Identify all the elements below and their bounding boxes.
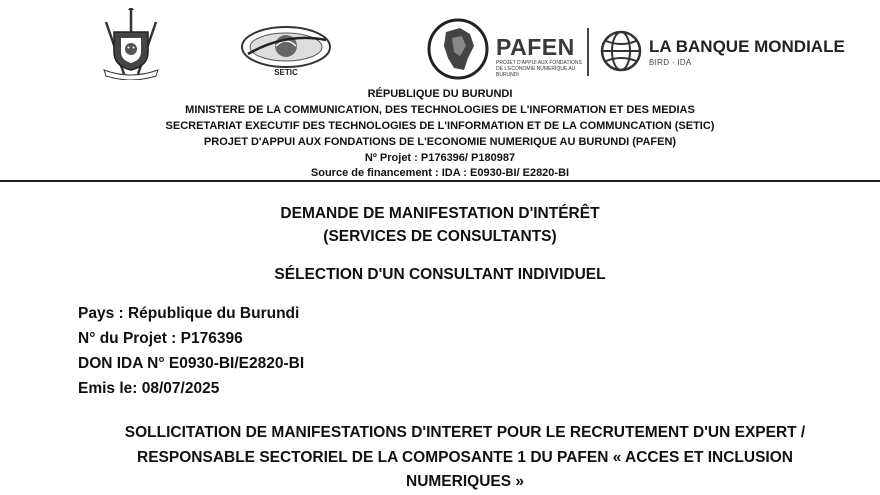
burundi-map-icon	[424, 18, 492, 80]
pafen-wordmark: PAFEN	[496, 34, 575, 60]
header-divider	[0, 180, 880, 182]
grant-number-line: DON IDA N° E0930-BI/E2820-BI	[78, 355, 305, 372]
solicitation-line-2: RESPONSABLE SECTORIEL DE LA COMPOSANTE 1 DU PAFEN « ACCES ET INCLUSION	[137, 449, 793, 466]
ministry-heading: MINISTERE DE LA COMMUNICATION, DES TECHNOLOGIES DE L'INFORMATION ET DES MEDIAS	[185, 104, 695, 116]
pafen-subtitle: PROJET D'APPUI AUX FONDATIONS DE L'ECONOMIE NUMERIQUE AU BURUNDI	[496, 60, 582, 78]
solicitation-line-1: SOLLICITATION DE MANIFESTATIONS D'INTERET POUR LE RECRUTEMENT D'UN EXPERT /	[124, 424, 806, 441]
project-heading: PROJET D'APPUI AUX FONDATIONS DE L'ECONOMIE NUMERIQUE AU BURUNDI (PAFEN)	[203, 136, 677, 148]
coat-of-arms-logo	[98, 8, 164, 80]
secretariat-heading: SECRETARIAT EXECUTIF DES TECHNOLOGIES DE L'INFORMATION ET DE LA COMMUNCATION (SETIC)	[165, 120, 715, 132]
world-bank-subtitle: BIRD · IDA	[649, 58, 692, 67]
world-bank-name: LA BANQUE MONDIALE	[649, 37, 845, 56]
financing-source: Source de financement : IDA : E0930-BI/ E2820-BI	[310, 167, 570, 179]
world-bank-globe-icon	[600, 30, 642, 72]
country-line: Pays : République du Burundi	[78, 305, 300, 322]
project-number-line: N° du Projet : P176396	[78, 330, 243, 347]
document-title: DEMANDE DE MANIFESTATION D'INTÉRÊT	[280, 205, 600, 222]
republic-heading: RÉPUBLIQUE DU BURUNDI	[367, 88, 513, 100]
document-subtitle: (SERVICES DE CONSULTANTS)	[323, 228, 557, 245]
logo-separator	[587, 28, 589, 76]
setic-logo	[238, 22, 334, 78]
issue-date-line: Emis le: 08/07/2025	[78, 380, 220, 397]
project-number: Nº Projet : P176396/ P180987	[364, 152, 516, 164]
selection-title: SÉLECTION D'UN CONSULTANT INDIVIDUEL	[274, 266, 606, 283]
solicitation-line-3: NUMERIQUES »	[406, 473, 524, 490]
setic-label: SETIC	[274, 68, 298, 77]
